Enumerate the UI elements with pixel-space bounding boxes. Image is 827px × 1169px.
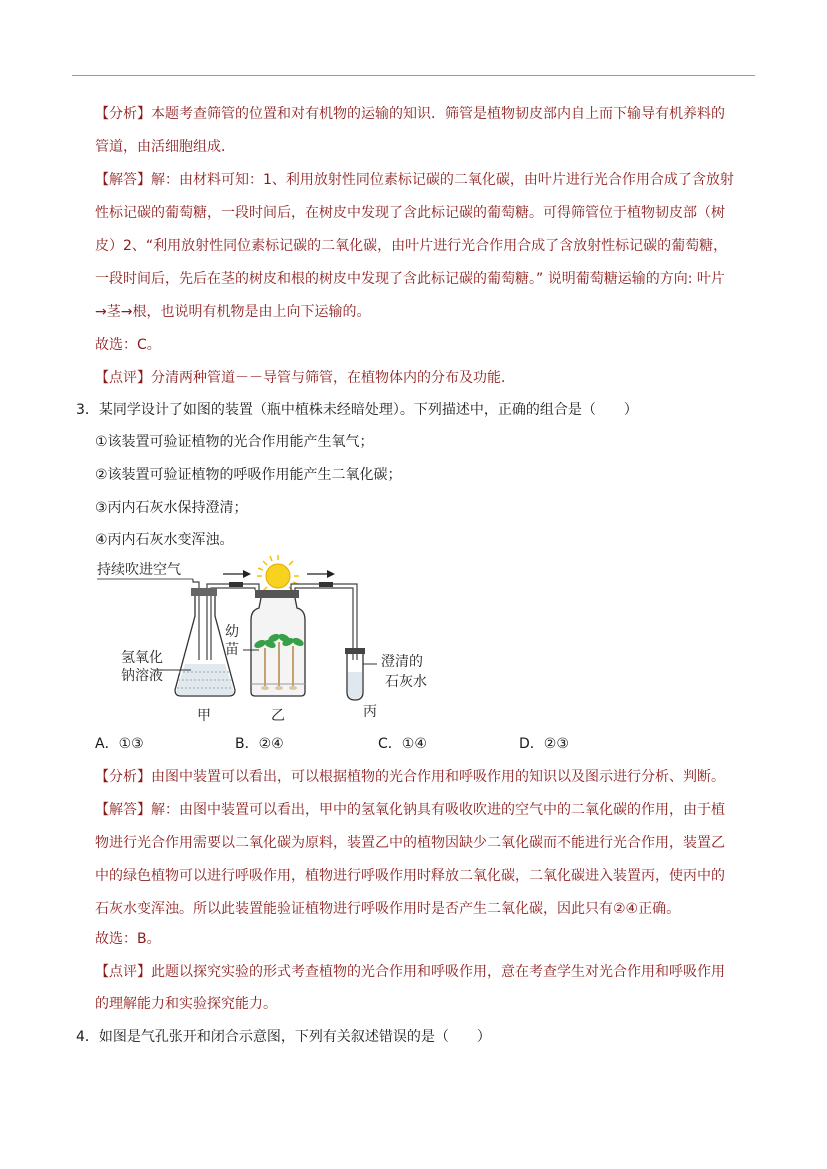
q3-option-b: B．②④ xyxy=(235,736,284,752)
q2-analysis-tag: 【分析】 xyxy=(95,106,151,122)
header-rule xyxy=(72,75,755,76)
naoh-label-2: 钠溶液 xyxy=(121,668,163,684)
q3-comment-line-2: 的理解能力和实验探究能力。 xyxy=(95,996,277,1012)
label-yi: 乙 xyxy=(271,708,285,724)
q2-comment-tag: 【点评】 xyxy=(95,370,151,386)
q3-answer-line-1: 【解答】解：由图中装置可以看出，甲中的氢氧化钠具有吸收吹进的空气中的二氧化碳的作用，由于植 xyxy=(95,802,725,818)
q2-answer-line-5: →茎→根，也说明有机物是由上向下运输的。 xyxy=(95,304,371,320)
q3-option-a: A．①③ xyxy=(95,736,144,752)
q2-answer-tag: 【解答】 xyxy=(95,172,151,188)
q3-comment-line-1: 【点评】此题以探究实验的形式考查植物的光合作用和呼吸作用，意在考查学生对光合作用和呼吸作用 xyxy=(95,964,725,980)
test-tube-bing xyxy=(345,648,365,700)
q2-answer-line-4: 一段时间后，先后在茎的树皮和根的树皮中发现了含此标记碳的葡萄糖。” 说明葡萄糖运输的方向: 叶片 xyxy=(95,271,725,287)
q3-option-d: D．②③ xyxy=(519,736,569,752)
label-bing: 丙 xyxy=(363,704,377,720)
seedling-label-2: 苗 xyxy=(225,642,239,658)
q3-statement-4: ④丙内石灰水变浑浊。 xyxy=(95,532,234,548)
q3-answer-line-2: 物进行光合作用需要以二氧化碳为原料，装置乙中的植物因缺少二氧化碳而不能进行光合作用，装置乙 xyxy=(95,835,725,851)
q3-statement-3: ③丙内石灰水保持澄清； xyxy=(95,500,248,516)
q3-answer-line-3: 中的绿色植物可以进行呼吸作用，植物进行呼吸作用时释放二氧化碳，二氧化碳进入装置丙，使丙中的 xyxy=(95,868,725,884)
q2-choice: 故选：C。 xyxy=(95,337,161,353)
limewater-label-1: 澄清的 xyxy=(381,654,423,670)
q2-analysis-line-2: 管道，由活细胞组成． xyxy=(95,139,235,155)
q3-comment-tag: 【点评】 xyxy=(95,964,151,980)
q2-answer-line-3: 皮）2、“利用放射性同位素标记碳的二氧化碳，由叶片进行光合作用合成了含放射性标记碳的葡萄糖， xyxy=(95,238,728,254)
q3-answer-tag: 【解答】 xyxy=(95,802,151,818)
q3-option-c: C．①④ xyxy=(378,736,427,752)
q4-stem: 4．如图是气孔张开和闭合示意图，下列有关叙述错误的是（ ） xyxy=(76,1029,491,1045)
q2-answer-line-2: 性标记碳的葡萄糖，一段时间后，在树皮中发现了含此标记碳的葡萄糖。可得筛管位于植物韧皮部（树 xyxy=(95,205,725,221)
q2-answer-line-1: 【解答】解：由材料可知：1、利用放射性同位素标记碳的二氧化碳，由叶片进行光合作用合成了含放射 xyxy=(95,172,734,188)
q3-statement-1: ①该装置可验证植物的光合作用能产生氧气； xyxy=(95,434,374,450)
q3-answer-line-4: 石灰水变浑浊。所以此装置能验证植物进行呼吸作用时是否产生二氧化碳，因此只有②④正确。 xyxy=(95,901,681,917)
air-label: 持续吹进空气 xyxy=(97,562,181,578)
q2-comment-line-1: 【点评】分清两种管道－－导管与筛管，在植物体内的分布及功能． xyxy=(95,370,515,386)
limewater-label-2: 石灰水 xyxy=(385,674,427,690)
q3-analysis-line-1: 【分析】由图中装置可以看出，可以根据植物的光合作用和呼吸作用的知识以及图示进行分析、判断。 xyxy=(95,769,725,785)
seedling-label-1: 幼 xyxy=(225,624,239,640)
q3-analysis-tag: 【分析】 xyxy=(95,769,151,785)
experiment-apparatus-diagram xyxy=(95,552,445,724)
q3-statement-2: ②该装置可验证植物的呼吸作用能产生二氧化碳； xyxy=(95,467,402,483)
q3-choice: 故选：B。 xyxy=(95,931,161,947)
q2-analysis-line-1: 【分析】本题考查筛管的位置和对有机物的运输的知识．筛管是植物韧皮部内自上而下输导有机养料的 xyxy=(95,106,725,122)
naoh-label-1: 氢氧化 xyxy=(121,650,163,666)
q3-stem: 3．某同学设计了如图的装置（瓶中植株未经暗处理）。下列描述中，正确的组合是（ ） xyxy=(76,402,638,418)
label-jia: 甲 xyxy=(197,708,211,724)
